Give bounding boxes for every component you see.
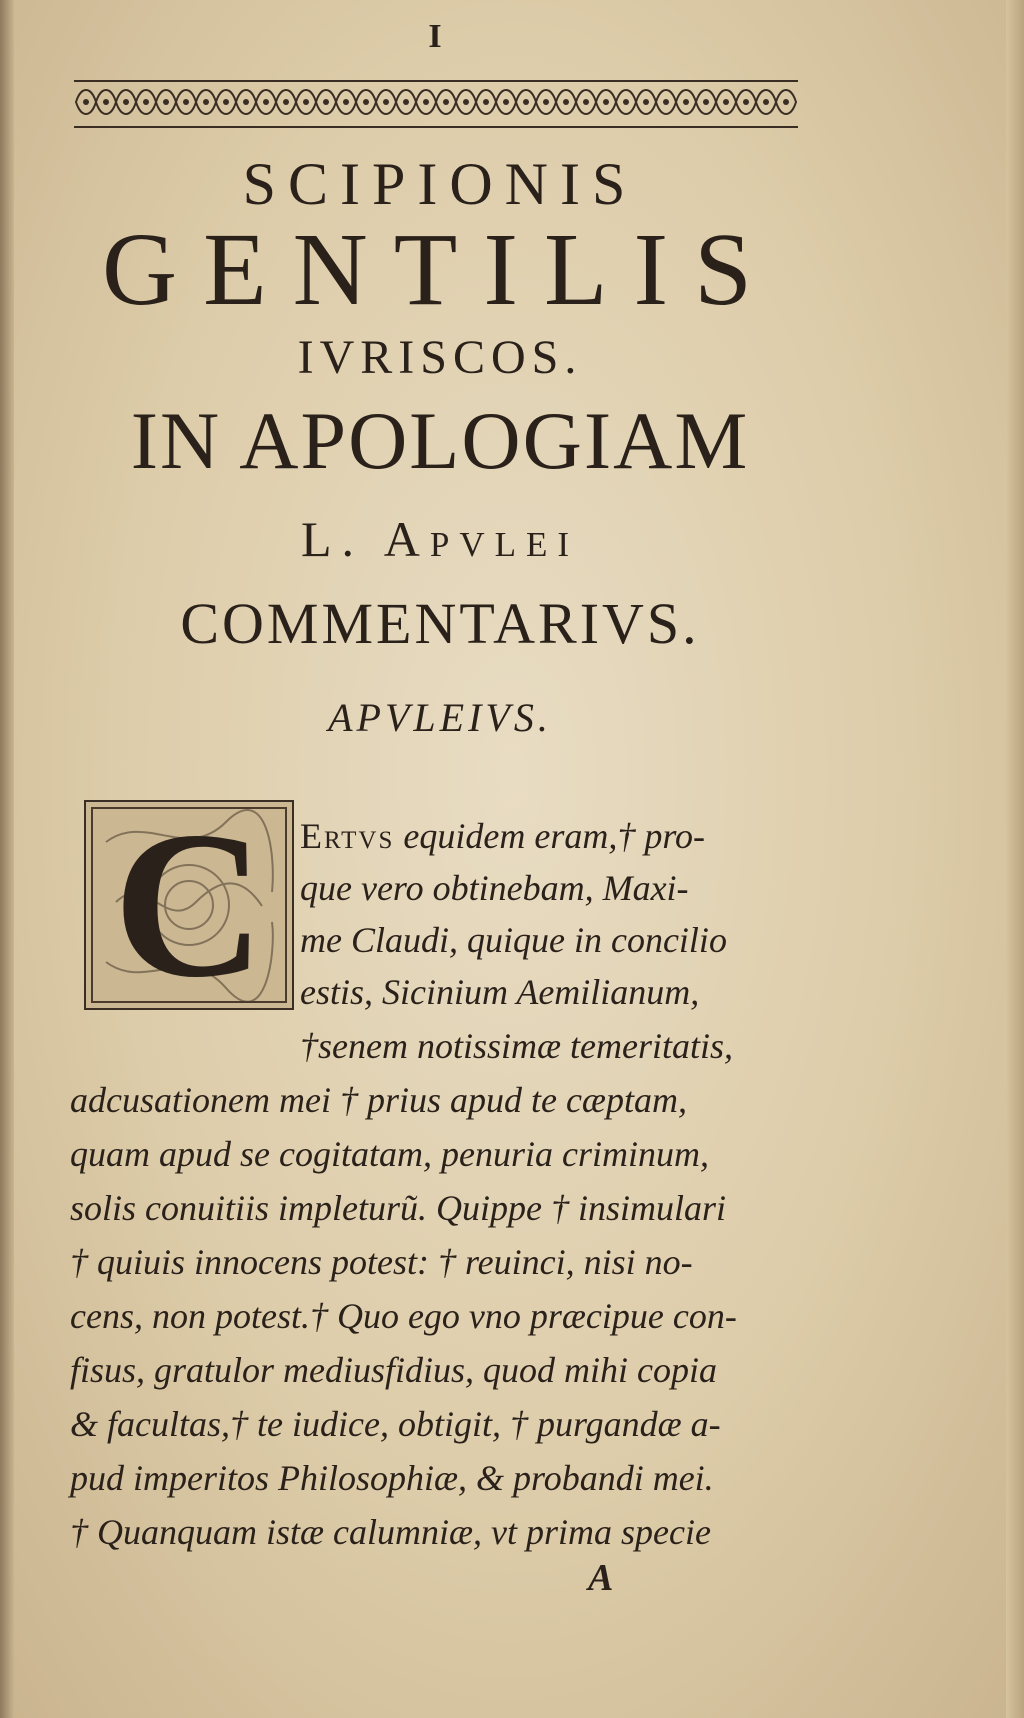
body-line [300, 870, 810, 906]
title-line-5: L. Apvlei [300, 511, 580, 567]
body-line-text: & facultas,† te iudice, obtigit, † purgandæ a- [70, 1404, 721, 1444]
body-line-lead: Ertvs [300, 816, 395, 856]
title-line-3: IVRISCOS. [297, 331, 583, 384]
page-number: I [428, 18, 442, 55]
body-line-text: que vero obtinebam, Maxi- [300, 868, 689, 908]
body-line-text: equidem eram,† pro- [394, 816, 706, 856]
body-line-text: adcusationem mei † prius apud te cæptam, [70, 1080, 687, 1120]
body-line-text: pud imperitos Philosophiæ, & probandi mei. [70, 1458, 714, 1498]
ornamental-band-icon [74, 80, 798, 128]
body-line-text: cens, non potest.† Quo ego vno præcipue con- [70, 1296, 737, 1336]
body-line-text: solis conuitiis impleturũ. Quippe † insimulari [70, 1188, 727, 1228]
body-line-text: me Claudi, quique in concilio [300, 920, 727, 960]
page-left-edge [0, 0, 14, 1718]
body-line [300, 1028, 810, 1064]
body-line-text: estis, Sicinium Aemilianum, [300, 972, 700, 1012]
body-line [70, 1082, 810, 1118]
page-right-edge [1006, 0, 1024, 1718]
body-line [70, 1298, 810, 1334]
body-line-text: † quiuis innocens potest: † reuinci, nisi no- [70, 1242, 693, 1282]
title-line-2: GENTILIS [102, 212, 778, 327]
initial-letter: C [113, 789, 265, 1021]
title-line-4: IN APOLOGIAM [130, 395, 750, 486]
body-line [70, 1190, 810, 1226]
body-line [70, 1406, 810, 1442]
ornamental-initial-icon [84, 789, 294, 1021]
body-line [70, 1460, 810, 1496]
body-line [70, 1514, 810, 1550]
body-line-text: fisus, gratulor mediusfidius, quod mihi copia [70, 1350, 718, 1390]
body-line [300, 818, 810, 854]
body-line-text: † Quanquam istæ calumniæ, vt prima specie [70, 1512, 711, 1552]
body-line-text: †senem notissimæ temeritatis, [300, 1026, 733, 1066]
body-line [70, 1136, 810, 1172]
title-line-6: COMMENTARIVS. [180, 591, 700, 656]
body-line-text: quam apud se cogitatam, penuria criminum, [70, 1134, 709, 1174]
title-line-1: SCIPIONIS [242, 151, 638, 217]
body-line [70, 1352, 810, 1388]
body-line [300, 974, 810, 1010]
signature-mark: A [588, 1557, 614, 1599]
body-line [70, 1244, 810, 1280]
section-heading: APVLEIVS. [328, 695, 552, 740]
body-line [300, 922, 810, 958]
